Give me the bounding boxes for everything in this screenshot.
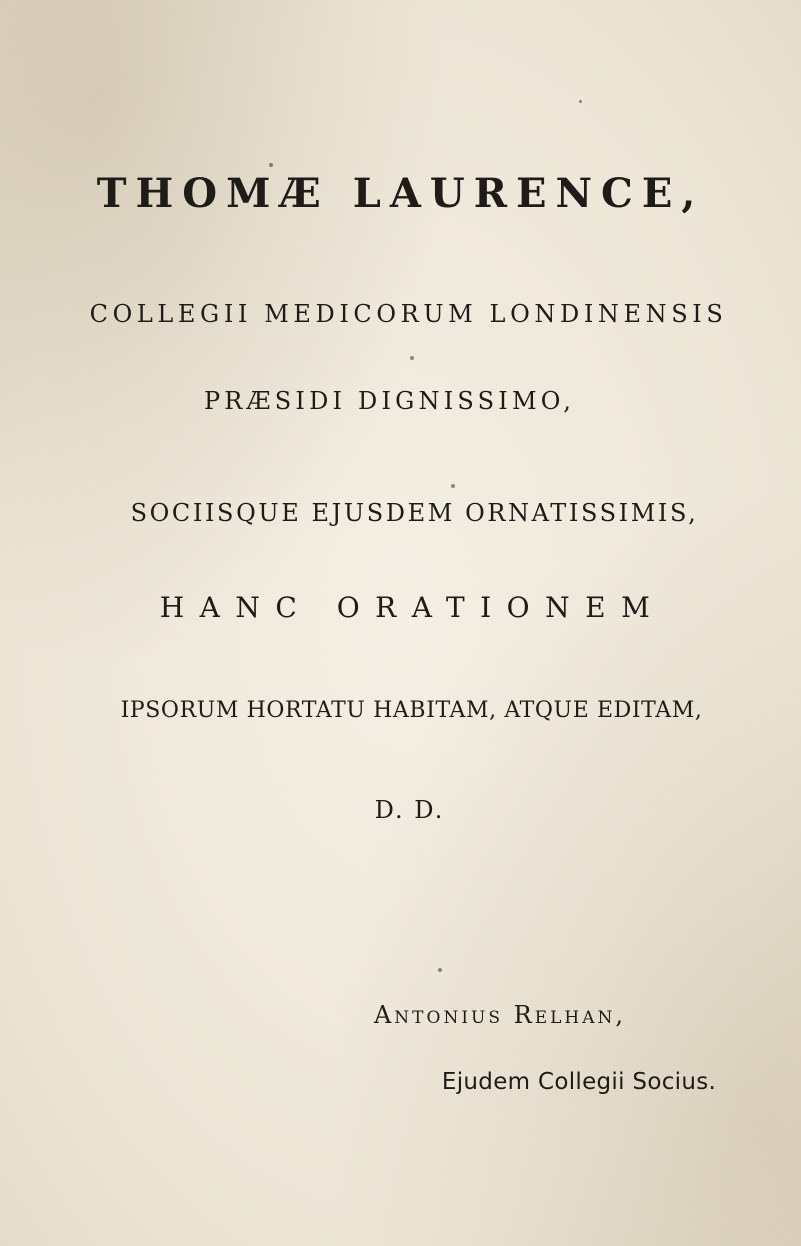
ink-speck [269, 163, 273, 167]
ink-speck [579, 100, 582, 103]
president-line: PRÆSIDI DIGNISSIMO, [203, 387, 576, 415]
author-title: Ejudem Collegii Socius. [441, 1069, 717, 1095]
ink-speck [410, 356, 414, 360]
dedication-abbrev: D. D. [374, 796, 445, 824]
oration-line: HANC ORATIONEM [159, 591, 666, 624]
college-line: COLLEGII MEDICORUM LONDINENSIS [89, 300, 728, 328]
fellows-line: SOCIISQUE EJUSDEM ORNATISSIMIS, [130, 499, 699, 527]
dedicatee-name: THOMÆ LAURENCE, [96, 170, 705, 217]
ink-speck [451, 484, 455, 488]
exhortation-line: IPSORUM HORTATU HABITAM, ATQUE EDITAM, [120, 698, 703, 723]
ink-speck [438, 968, 442, 972]
author-name: Antonius Relhan, [373, 1001, 627, 1029]
